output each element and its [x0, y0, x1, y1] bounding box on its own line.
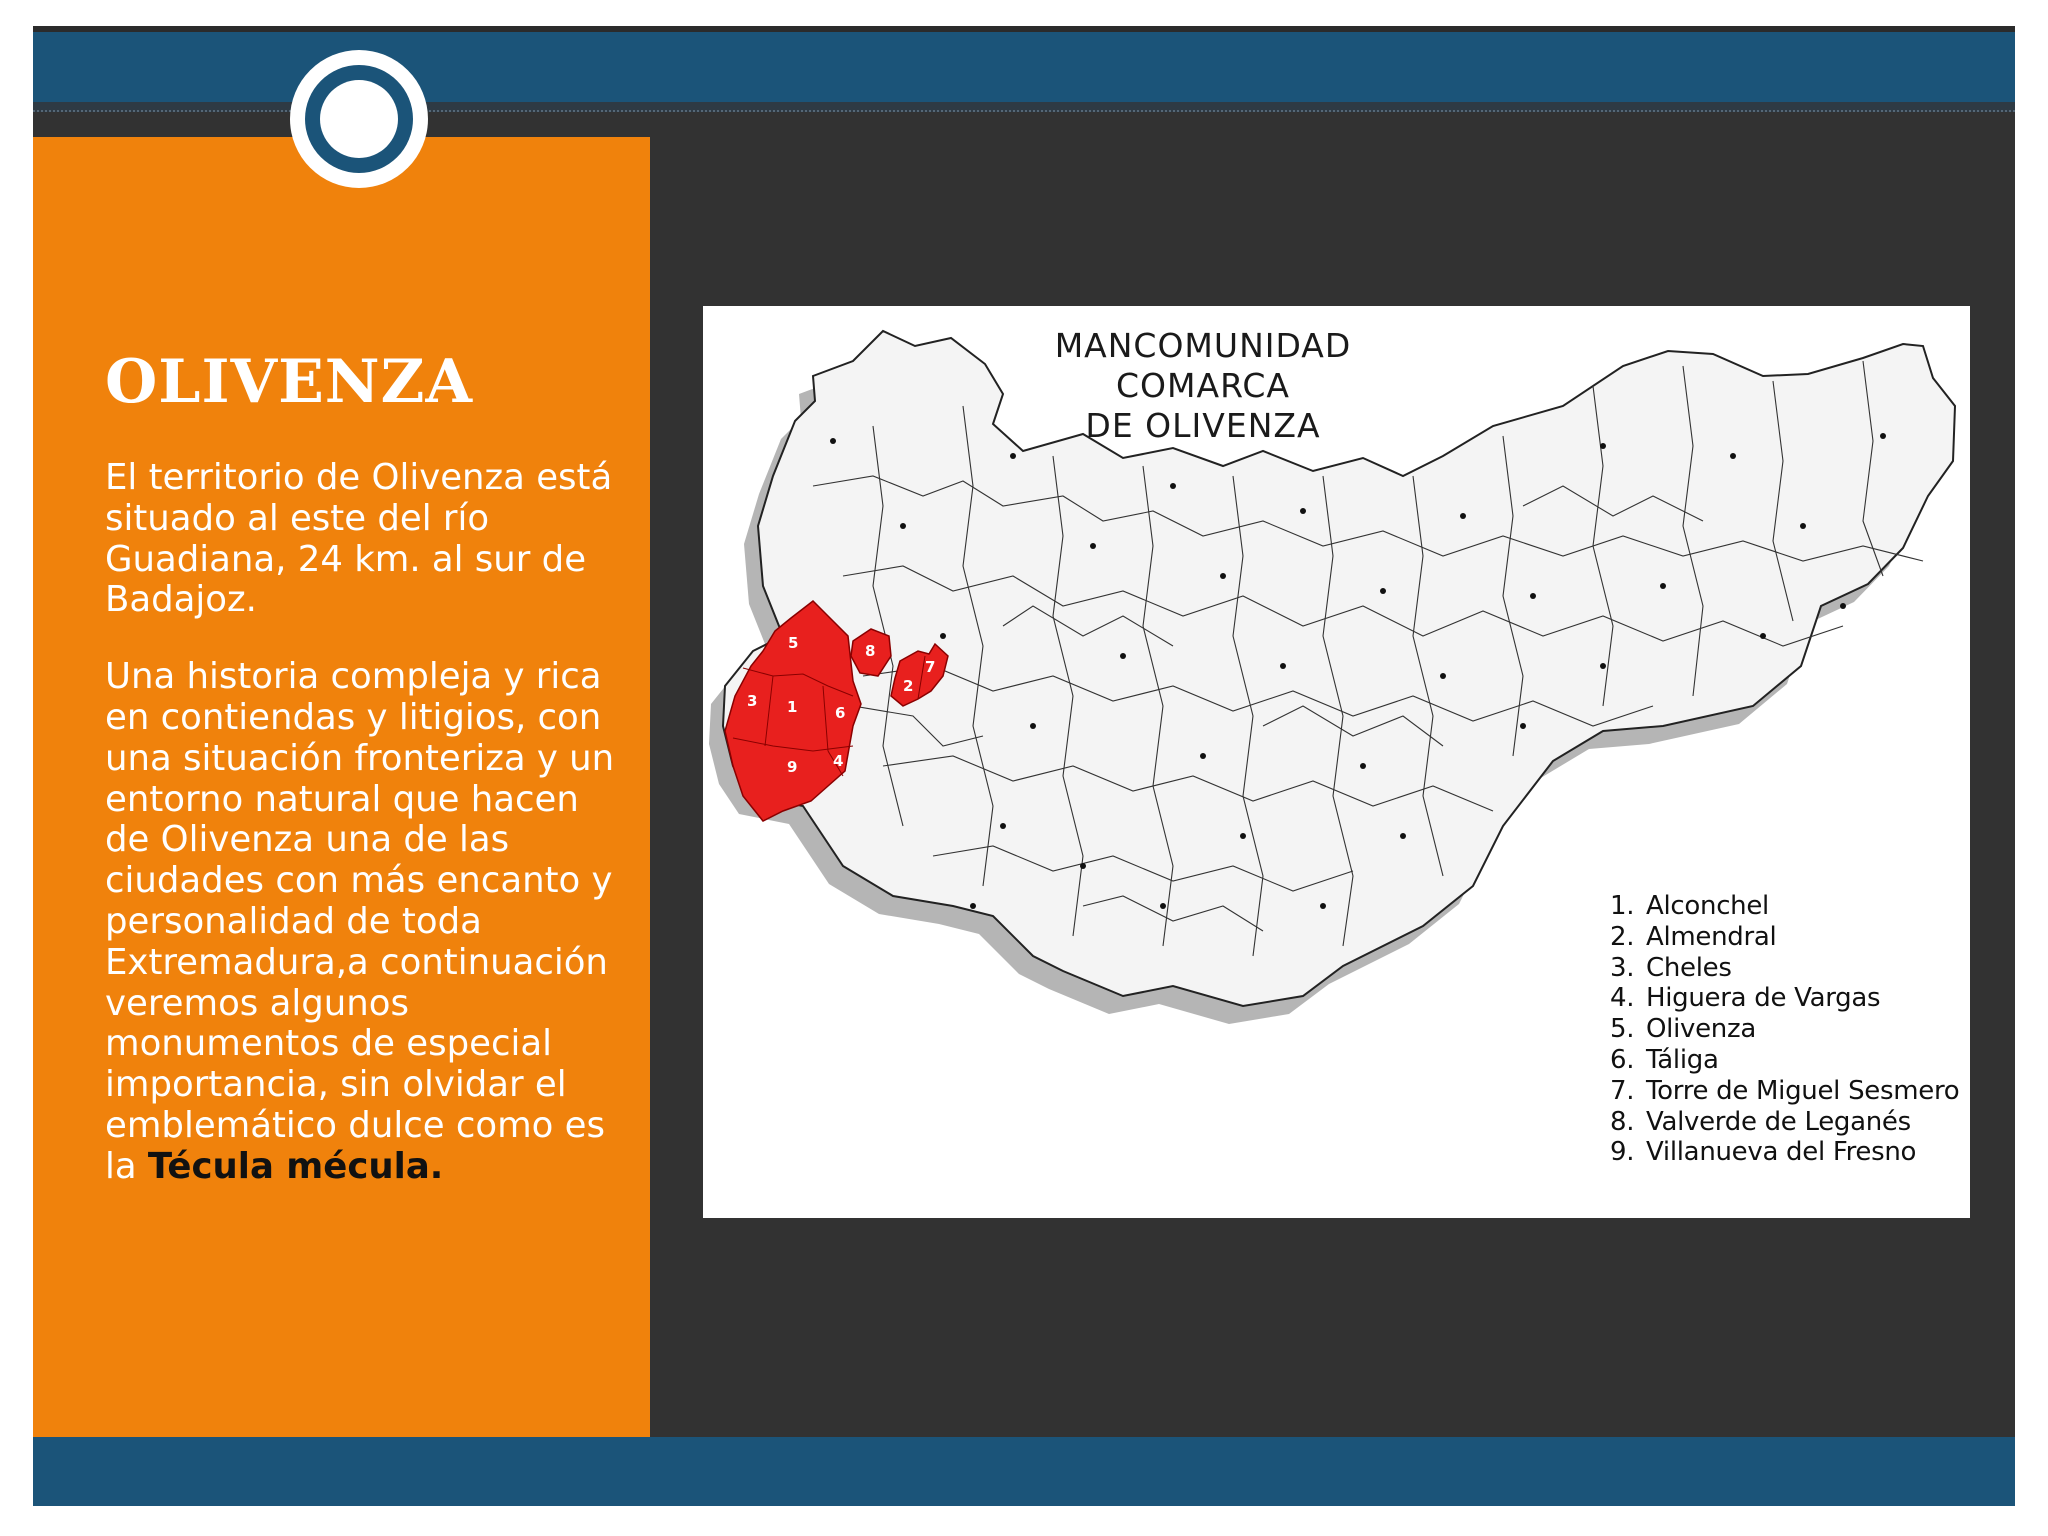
legend-item: 4. Higuera de Vargas: [1610, 983, 1881, 1014]
region-label-1: 1: [787, 698, 798, 716]
slide-title: OLIVENZA: [105, 347, 473, 417]
slide-body: [105, 458, 625, 1188]
history-paragraph: [105, 657, 625, 1187]
legend-item: 7. Torre de Miguel Sesmero: [1610, 1075, 1960, 1106]
map-image: [703, 306, 1970, 1218]
map-title-line-2: DE OLIVENZA: [1085, 406, 1321, 445]
region-label-9: 9: [787, 758, 798, 776]
legend-item: 2. Almendral: [1610, 921, 1777, 952]
intro-paragraph: El territorio de Olivenza está situado al este del río Guadiana, 24 km. al sur de Badajoz.: [105, 457, 613, 621]
history-text: Una historia compleja y rica en contiendas y litigios, con una situación fronteriza y un entorno natural que hacen de Olivenza una de las ciudades con más encanto y personalidad de toda Extremadura,a continuación veremos algunos monumentos de especial importancia, sin olvidar el emblemático dulce como es la: [105, 656, 615, 1187]
map-legend: [1610, 891, 1959, 1168]
region-label-7: 7: [925, 658, 936, 676]
legend-item: 6. Táliga: [1610, 1044, 1719, 1075]
ring-decoration-icon: [290, 50, 428, 188]
region-label-4: 4: [833, 752, 844, 770]
map-title: [1003, 326, 1403, 446]
region-label-6: 6: [835, 704, 846, 722]
tecula-mecula-highlight: Técula mécula.: [147, 1145, 444, 1187]
region-label-5: 5: [788, 634, 799, 652]
legend-item: 5. Olivenza: [1610, 1014, 1756, 1045]
legend-item: 8. Valverde de Leganés: [1610, 1106, 1911, 1137]
legend-item: 9. Villanueva del Fresno: [1610, 1137, 1917, 1168]
region-label-8: 8: [865, 642, 876, 660]
region-label-3: 3: [747, 692, 758, 710]
legend-item: 3. Cheles: [1610, 952, 1732, 983]
region-label-2: 2: [903, 677, 914, 695]
footer-bar: [33, 1437, 2015, 1506]
map-title-line-1: MANCOMUNIDAD COMARCA: [1054, 326, 1352, 405]
legend-item: 1. Alconchel: [1610, 891, 1769, 921]
